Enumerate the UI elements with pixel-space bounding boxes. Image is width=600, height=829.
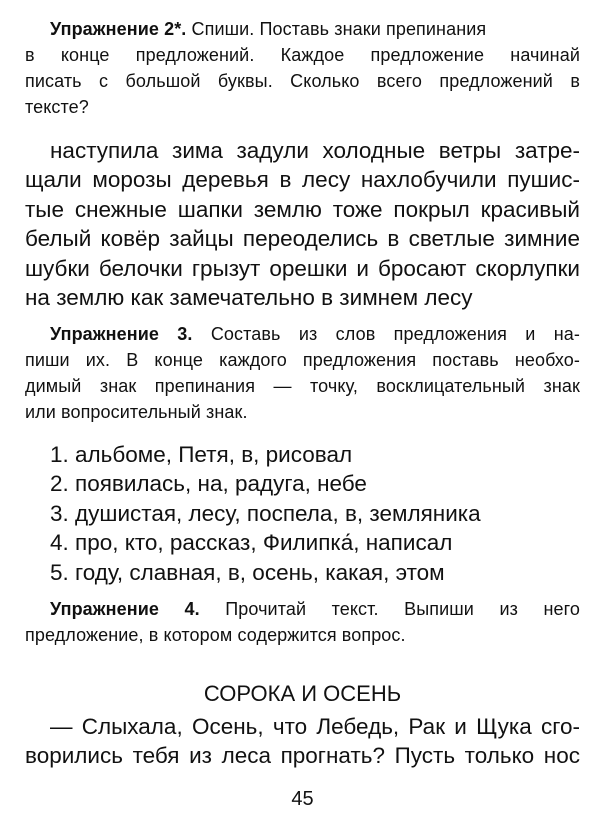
- text-line: на землю как замечательно в зимнем лесу: [25, 285, 473, 311]
- exercise-2-label: Упражнение 2*.: [50, 19, 187, 39]
- exercise-4-instruction: [25, 596, 580, 648]
- list-item: 3. душистая, лесу, поспела, в, земляника: [50, 500, 481, 526]
- exercise-4-text: [25, 712, 580, 771]
- list-item: 4. про, кто, рассказ, Филипка́, написал: [50, 530, 453, 556]
- instruction-line: пиши их. В конце каждого предложения поставь необхо-: [25, 350, 580, 370]
- instruction-line: Упражнение 3. Составь из слов предложения и на-: [50, 324, 580, 344]
- instruction-line: в конце предложений. Каждое предложение начинай: [25, 45, 580, 65]
- instruction-line: димый знак препинания — точку, восклицательный знак: [25, 376, 580, 396]
- page-number: 45: [291, 788, 314, 810]
- instruction-line: или вопросительный знак.: [25, 402, 248, 422]
- instruction-line: писать с большой буквы. Сколько всего предложений в: [25, 71, 580, 91]
- exercise-4-label: Упражнение 4.: [50, 599, 200, 619]
- text-line: шубки белочки грызут орешки и бросают скорлупки: [25, 255, 580, 281]
- text-line: — Слыхала, Осень, что Лебедь, Рак и Щука сго-: [50, 714, 580, 739]
- instruction-line: предложение, в котором содержится вопрос.: [25, 625, 406, 645]
- exercise-3-label: Упражнение 3.: [50, 324, 193, 344]
- text-line: белый ковёр зайцы переоделись в светлые зимние: [25, 226, 580, 252]
- exercise-3-word-list: [50, 440, 481, 587]
- instruction-line: Упражнение 4. Прочитай текст. Выпиши из него: [50, 599, 580, 619]
- exercise-2-instruction: [25, 16, 580, 120]
- text-line: ворились тебя из леса прогнать? Пусть только нос: [25, 743, 580, 769]
- instruction-line: тексте?: [25, 97, 89, 117]
- list-item: 2. появилась, на, радуга, небе: [50, 471, 367, 497]
- story-title: СОРОКА И ОСЕНЬ: [203, 681, 402, 706]
- text-line: наступила зима задули холодные ветры затре-: [50, 138, 580, 163]
- text-line: щали морозы деревья в лесу нахлобучили пушис-: [25, 167, 580, 193]
- exercise-3-instruction: [25, 321, 580, 425]
- instruction-line: Упражнение 2*. Спиши. Поставь знаки препинания: [50, 19, 487, 39]
- exercise-2-text: [25, 136, 580, 312]
- text-line: тые снежные шапки землю тоже покрыл красивый: [25, 196, 580, 222]
- list-item: 1. альбоме, Петя, в, рисовал: [50, 442, 353, 467]
- list-item: 5. году, славная, в, осень, какая, этом: [50, 559, 445, 585]
